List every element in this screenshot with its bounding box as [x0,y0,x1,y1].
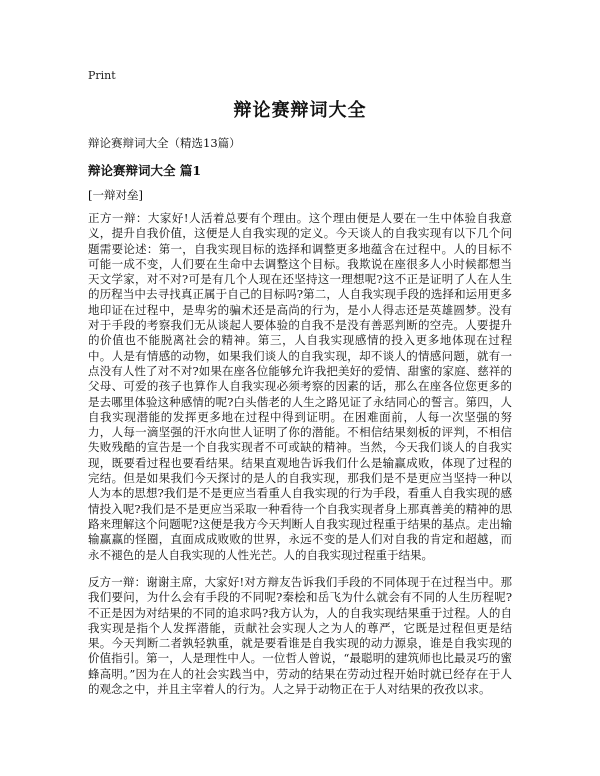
document-title: 辩论赛辩词大全 [233,100,367,121]
section-title: 辩论赛辩词大全 篇1 [88,163,202,178]
print-label[interactable]: Print [88,69,116,82]
paragraph-affirmative: 正方一辩：大家好!人活着总要有个理由。这个理由便是人要在一生中体验自我意义，提升自我价值，这便是人自我实现的定义。今天谈人的自我实现有以下几个问题需要论述：第一，自我实现目标的选择和调整更多地蕴含在过程中。人的目标不可能一成不变，人们要在生命中去调整这个目标。我欺说在座很多人小时候都想当天文学家，对不对?可是有几个人现在还坚持这一理想呢?这不正是证明了人在人生的历程当中去寻找真正属于自己的目标吗?第二，人自我实现手段的选择和运用更多地印证在过程中，是卑劣的骗术还是高尚的行为，是小人得志还是英雄圆梦。没有对于手段的考察我们无从谈起人要体验的自我不是没有善恶判断的空壳。人要提升的价值也不能脱离社会的精神。第三，人自我实现感情的投入更多地体现在过程中。人是有情感的动物，如果我们谈人的自我实现，却不谈人的情感问题，就有一点没有人性了对不对?如果在座各位能够允许我把美好的爱情、甜蜜的家庭、慈祥的父母、可爱的孩子也算作人自我实现必须考察的因素的话，那么在座各位您更多的是去哪里体验这种感情的呢?白头偕老的人生之路见证了永结同心的誓言。第四，人自我实现潜能的发挥更多地在过程中得到证明。在困难面前，人每一次坚强的努力，人每一滴坚强的汗水向世人证明了你的潜能。不相信结果刻板的评判，不相信失败残酷的宣告是一个自我实现者不可或缺的精神。当然，今天我们谈人的自我实现，既要看过程也要看结果。结果直观地告诉我们什么是输赢成败，体现了过程的完结。但是如果我们今天探讨的是人的自我实现，那我们是不是更应当坚持一种以人为本的思想?我们是不是更应当看重人自我实现的行为手段，看重人自我实现的感情投入呢?我们是不是更应当采取一种看待一个自我实现者身上那真善美的精神的思路来理解这个问题呢?这便是我方今天判断人自我实现过程重于结果的基点。走出输输赢赢的怪圈，直面成成败败的世界，永远不变的是人们对自我的肯定和超越，而永不褪色的是人自我实现的人性光芒。人的自我实现过程重于结果。 [88,211,512,562]
paragraph-negative: 反方一辩：谢谢主席，大家好!对方辩友告诉我们手段的不同体现于在过程当中。那我们要问，为什么会有手段的不同呢?秦桧和岳飞为什么就会有不同的人生历程呢?不正是因为对结果的不同的追求吗?我方认为，人的自我实现结果重于过程。人的自我实现是指个人发挥潜能，贡献社会实现人之为人的尊严，它既是过程但更是结果。今天判断二者孰轻孰重，就是要看谁是自我实现的动力源泉，谁是自我实现的价值指引。第一，人是理性中人。一位哲人曾说，“最聪明的建筑师也比最灵巧的蜜蜂高明。”因为在人的社会实践当中，劳动的结果在劳动过程开始时就已经存在于人的观念之中，并且主宰着人的行为。人之异于动物正在于人对结果的孜孜以求。 [88,575,512,697]
document-subtitle: 辩论赛辩词大全（精选13篇） [88,136,241,150]
section-label: [一辩对垒] [88,188,143,202]
